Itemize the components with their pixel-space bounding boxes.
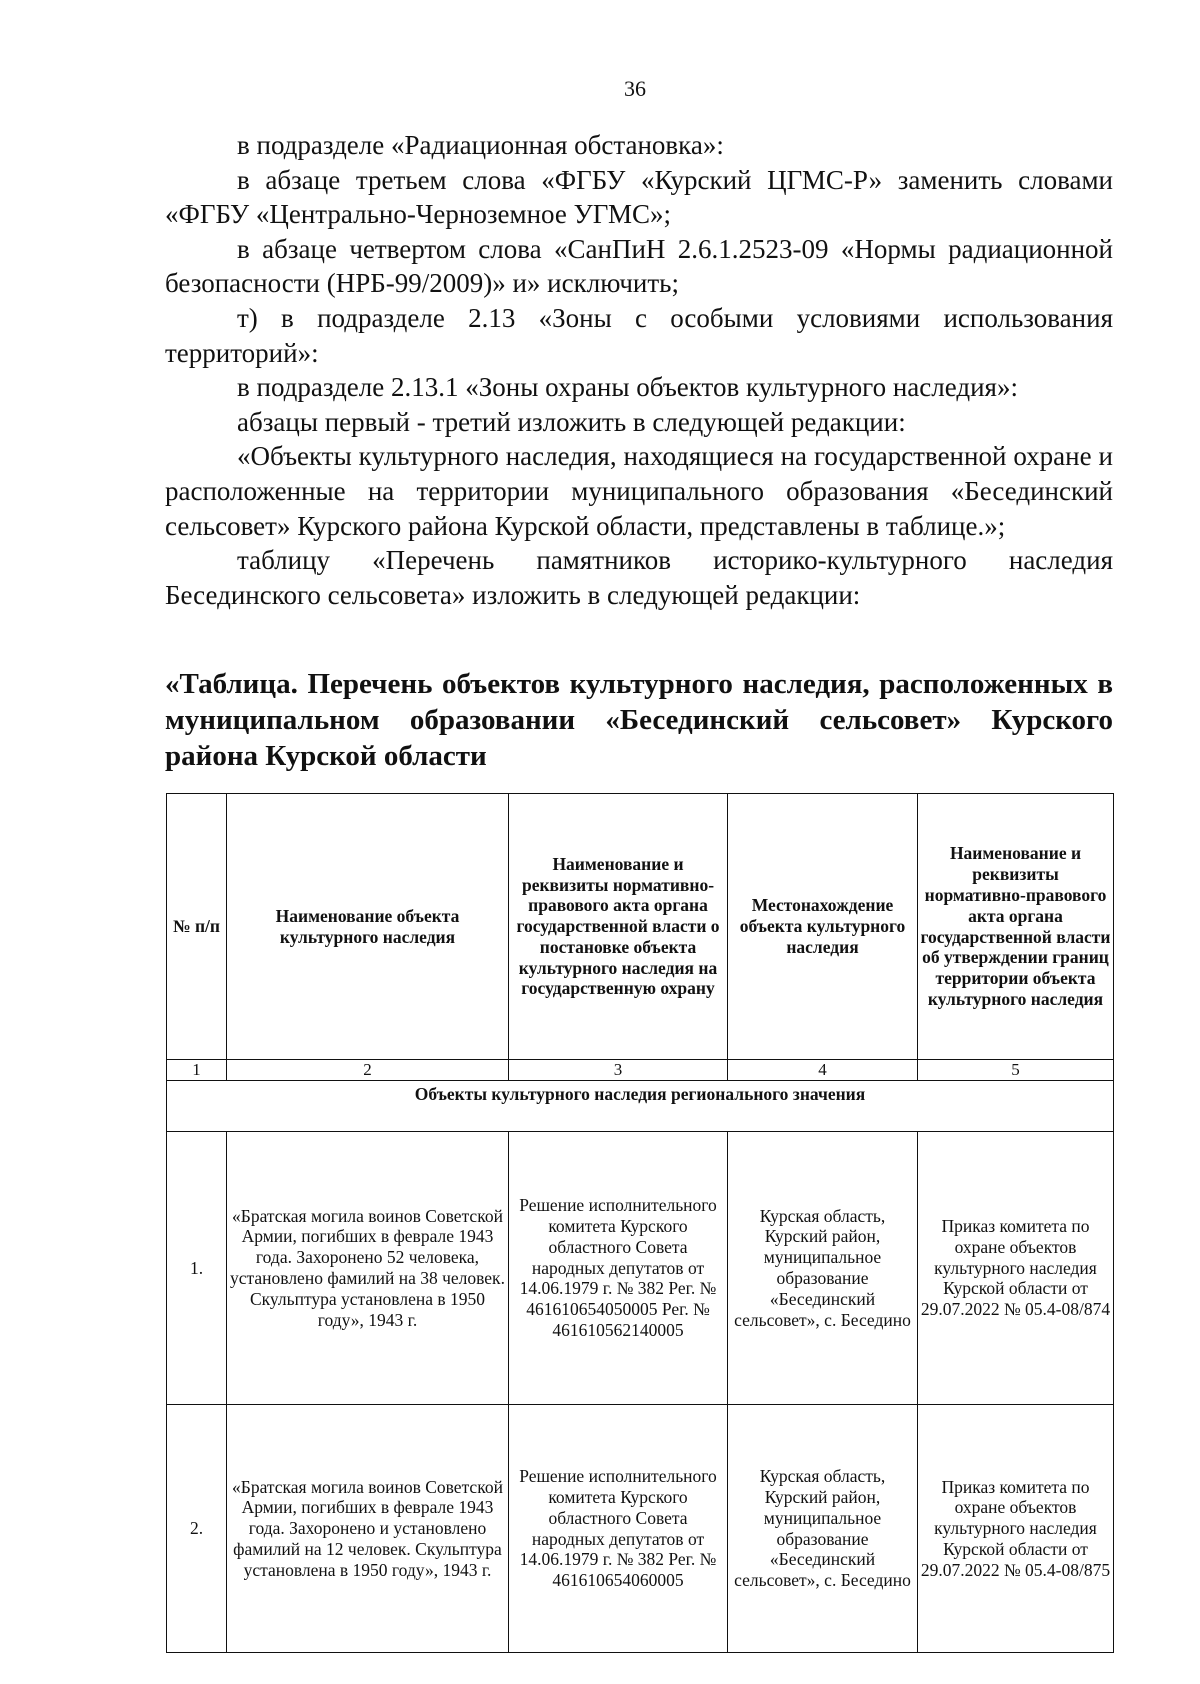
- row-name: «Братская могила воинов Советской Армии, погибших в феврале 1943 года. Захоронено 52 человека, установлено фамилий на 38 человек. Скульптура установлена в 1950 году», 1943 г.: [227, 1132, 509, 1405]
- row-act: Решение исполнительного комитета Курского областного Совета народных депутатов от 14.06.1979 г. № 382 Рег. № 461610654060005: [509, 1405, 728, 1653]
- table-header-row: [167, 794, 1114, 1060]
- paragraph: абзацы первый - третий изложить в следующей редакции:: [237, 406, 906, 437]
- paragraph: таблицу «Перечень памятников историко-культурного наследия Бесединского сельсовета» изложить в следующей редакции:: [165, 545, 1113, 610]
- section-title: Объекты культурного наследия регионального значения: [167, 1081, 1114, 1132]
- paragraph: в подразделе «Радиационная обстановка»:: [237, 130, 724, 160]
- row-number: 1.: [167, 1132, 227, 1405]
- table-row: [167, 1132, 1114, 1405]
- header-cell-act: Наименование и реквизиты нормативно-правового акта органа государственной власти о постановке объекта культурного наследия на государственную охрану: [509, 794, 728, 1060]
- table-row: [167, 1405, 1114, 1653]
- paragraph: т) в подразделе 2.13 «Зоны с особыми условиями использования территорий»:: [165, 302, 1113, 368]
- row-borders: Приказ комитета по охране объектов культурного наследия Курской области от 29.07.2022 № 05.4-08/875: [918, 1405, 1114, 1653]
- row-borders: Приказ комитета по охране объектов культурного наследия Курской области от 29.07.2022 № 05.4-08/874: [918, 1132, 1114, 1405]
- heritage-table: [166, 793, 1114, 1653]
- column-number: 3: [509, 1060, 728, 1081]
- paragraph: в подразделе 2.13.1 «Зоны охраны объектов культурного наследия»:: [237, 372, 1018, 403]
- paragraph: «Объекты культурного наследия, находящиеся на государственной охране и расположенные на территории муниципального образования «Бесединский сельсовет» Курского района Курской области, представлены в таблице.»;: [165, 441, 1113, 541]
- column-number-row: [167, 1060, 1114, 1081]
- row-name: «Братская могила воинов Советской Армии, погибших в феврале 1943 года. Захоронено и установлено фамилий на 12 человек. Скульптура установлена в 1950 году», 1943 г.: [227, 1405, 509, 1653]
- column-number: 5: [918, 1060, 1114, 1081]
- header-cell-location: Местонахождение объекта культурного наследия: [728, 794, 918, 1060]
- column-number: 1: [167, 1060, 227, 1081]
- table-title: «Таблица. Перечень объектов культурного наследия, расположенных в муниципальном образовании «Бесединский сельсовет» Курского района Курской области: [165, 668, 1113, 772]
- header-cell-borders: Наименование и реквизиты нормативно-правового акта органа государственной власти об утверждении границ территории объекта культурного наследия: [918, 794, 1114, 1060]
- paragraph: в абзаце четвертом слова «СанПиН 2.6.1.2523-09 «Нормы радиационной безопасности (НРБ-99/2009)» и» исключить;: [165, 233, 1113, 299]
- page-number: 36: [624, 76, 646, 101]
- body-text: [165, 128, 1113, 612]
- column-number: 2: [227, 1060, 509, 1081]
- column-number: 4: [728, 1060, 918, 1081]
- header-cell-number: № п/п: [167, 794, 227, 1060]
- section-row: [167, 1081, 1114, 1132]
- row-location: Курская область, Курский район, муниципальное образование «Бесединский сельсовет», с. Беседино: [728, 1132, 918, 1405]
- paragraph: в абзаце третьем слова «ФГБУ «Курский ЦГМС-Р» заменить словами «ФГБУ «Центрально-Черноземное УГМС»;: [165, 164, 1113, 230]
- row-location: Курская область, Курский район, муниципальное образование «Бесединский сельсовет», с. Беседино: [728, 1405, 918, 1653]
- row-number: 2.: [167, 1405, 227, 1653]
- header-cell-name: Наименование объекта культурного наследия: [227, 794, 509, 1060]
- row-act: Решение исполнительного комитета Курского областного Совета народных депутатов от 14.06.1979 г. № 382 Рег. № 461610654050005 Рег. № 461610562140005: [509, 1132, 728, 1405]
